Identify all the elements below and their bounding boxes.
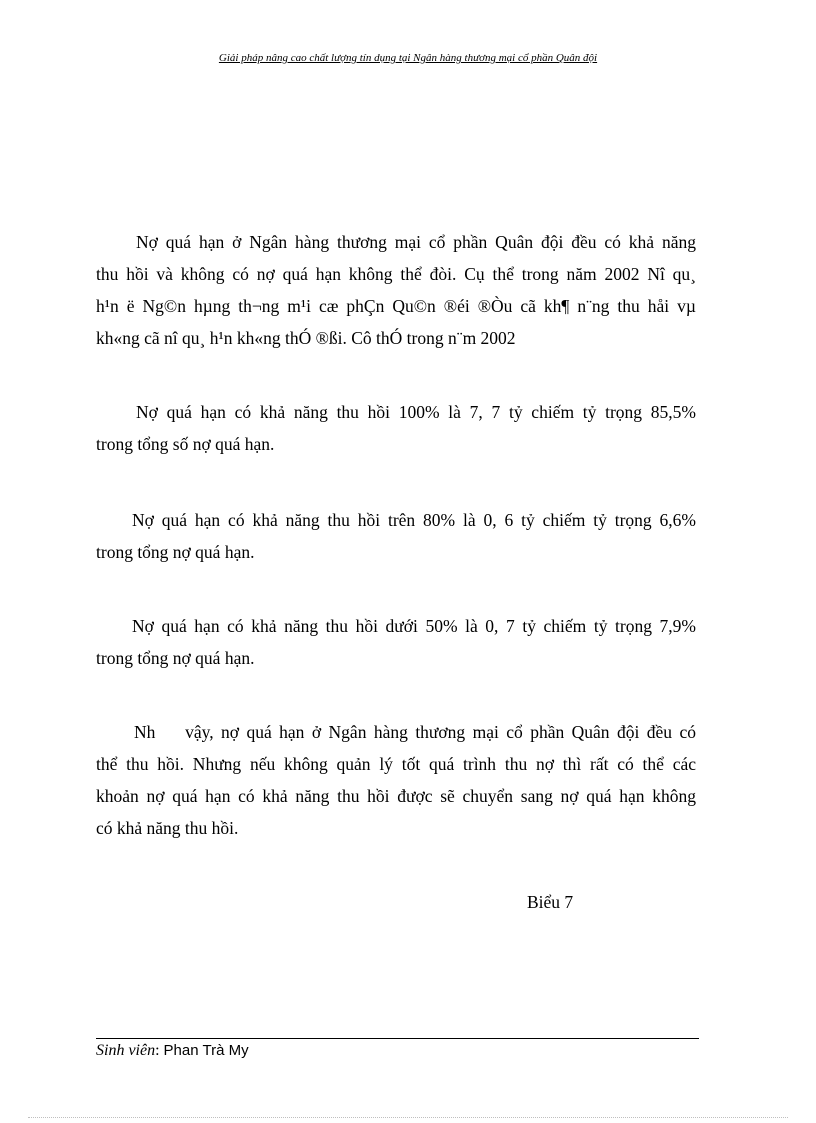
footer-separator: : bbox=[155, 1042, 164, 1059]
footer-divider bbox=[96, 1038, 699, 1039]
paragraph-5-line-2: thể thu hồi. Nhưng nếu không quản lý tốt quá trình thu nợ thì rất có thể các bbox=[96, 754, 696, 774]
paragraph-1 bbox=[96, 226, 696, 354]
footer-student-name: Phan Trà My bbox=[163, 1042, 249, 1059]
paragraph-3-line-1: Nợ quá hạn có khả năng thu hồi trên 80% là 0, 6 tỷ chiếm tỷ trọng 6,6% bbox=[132, 510, 696, 530]
paragraph-3 bbox=[96, 504, 696, 568]
paragraph-2-line-1: Nợ quá hạn có khả năng thu hồi 100% là 7, 7 tỷ chiếm tỷ trọng 85,5% bbox=[136, 402, 696, 422]
paragraph-2-line-2: trong tổng số nợ quá hạn. bbox=[96, 434, 275, 454]
page-footer bbox=[96, 1042, 249, 1060]
paragraph-5-line-4: có khả năng thu hồi. bbox=[96, 818, 239, 838]
paragraph-4-line-2: trong tổng nợ quá hạn. bbox=[96, 648, 255, 668]
paragraph-3-line-2: trong tổng nợ quá hạn. bbox=[96, 542, 255, 562]
figure-label: Biểu 7 bbox=[527, 892, 574, 912]
footer-role-label: Sinh viên bbox=[96, 1042, 156, 1059]
page-header-title: Giải pháp nâng cao chất lượng tín dụng tại Ngân hàng thương mại cổ phần Quân đội bbox=[218, 52, 598, 64]
paragraph-5-line-3: khoản nợ quá hạn có khả năng thu hồi được sẽ chuyển sang nợ quá hạn không bbox=[96, 786, 696, 806]
paragraph-4-line-1: Nợ quá hạn có khả năng thu hồi dưới 50% là 0, 7 tỷ chiếm tỷ trọng 7,9% bbox=[132, 616, 696, 636]
paragraph-1-line-3: h¹n ë Ng©n hµng th¬ng m¹i cæ phÇn Qu©n ®éi ®Òu cã kh¶ n¨ng thu håi vµ bbox=[96, 296, 696, 316]
paragraph-2 bbox=[96, 396, 696, 460]
paragraph-1-line-1: Nợ quá hạn ở Ngân hàng thương mại cổ phần Quân đội đều có khả năng bbox=[136, 232, 696, 252]
paragraph-1-line-4: kh«ng cã nî qu¸ h¹n kh«ng thÓ ®ßi. Cô thÓ trong n¨m 2002 bbox=[96, 328, 516, 348]
page-bottom-dotted-border bbox=[28, 1117, 788, 1118]
paragraph-5 bbox=[96, 716, 696, 844]
paragraph-4 bbox=[96, 610, 696, 674]
paragraph-1-line-2: thu hồi và không có nợ quá hạn không thể đòi. Cụ thể trong năm 2002 Nî qu¸ bbox=[96, 264, 696, 284]
paragraph-5-line-1: Nh vậy, nợ quá hạn ở Ngân hàng thương mại cổ phần Quân đội đều có bbox=[134, 722, 696, 742]
